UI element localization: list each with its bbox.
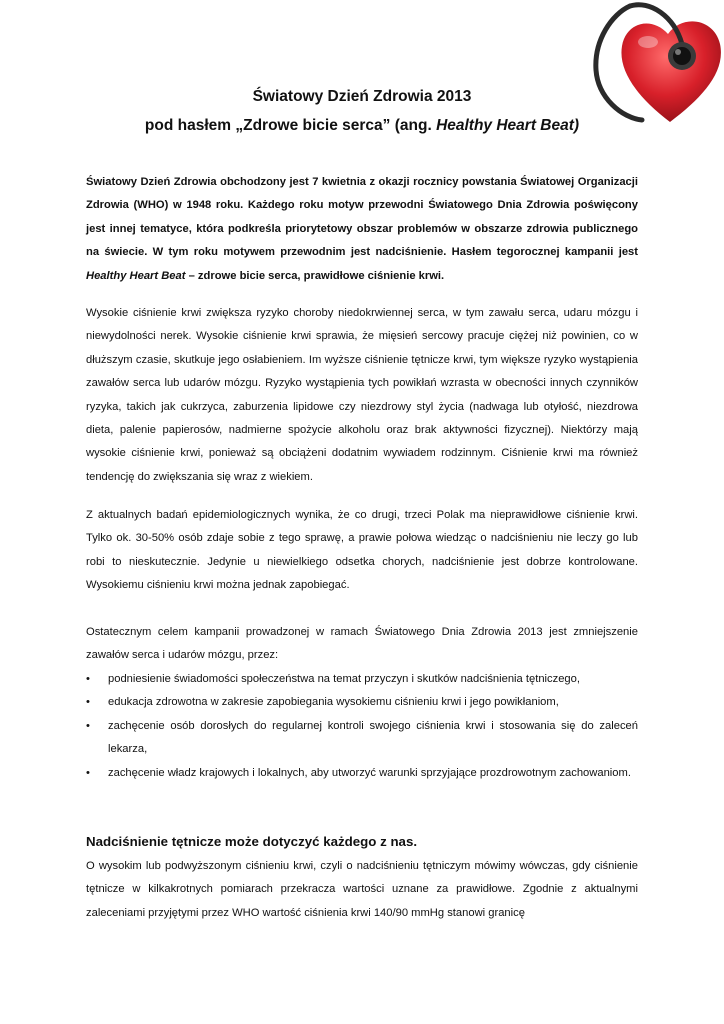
intro-italic: Healthy Heart Beat bbox=[86, 269, 186, 282]
page-subtitle bbox=[86, 115, 638, 137]
bullet-symbol: • bbox=[86, 696, 90, 709]
subtitle-prefix: pod hasłem „Zdrowe bicie serca” (ang. bbox=[144, 117, 437, 134]
list-item: • zachęcenie władz krajowych i lokalnych, aby utworzyć warunki sprzyjające prozdrowotnym zachowaniom. bbox=[86, 762, 638, 785]
paragraph-hypertension-definition: O wysokim lub podwyższonym ciśnieniu krwi, czyli o nadciśnieniu tętniczym mówimy wówczas, gdy ciśnienie tętnicze w kilkakrotnych pomiarach przekracza wartości uznane za prawidłowe. Zgodnie z aktualnymi zaleceniami przyjętymi przez WHO wartość ciśnienia krwi 140/90 mmHg stanowi granicę bbox=[86, 860, 638, 919]
paragraph-campaign-goal: Ostatecznym celem kampanii prowadzonej w ramach Światowego Dnia Zdrowia 2013 jest zmniejszenie zawałów serca i udarów mózgu, przez: bbox=[86, 626, 638, 662]
bullet-symbol: • bbox=[86, 719, 90, 732]
section-heading: Nadciśnienie tętnicze może dotyczyć każdego z nas. bbox=[86, 834, 418, 849]
paragraph-epidemiology: Z aktualnych badań epidemiologicznych wynika, że co drugi, trzeci Polak ma nieprawidłowe ciśnienie krwi. Tylko ok. 30-50% osób zdaje sobie z tego sprawę, a prawie połowa wiedząc o nadciśnieniu nie leczy go lub robi to nieskutecznie. Jedynie u niewielkiego odsetka chorych, nadciśnienie jest dobrze kontrolowane. Wysokiemu ciśnieniu krwi można jednak zapobiegać. bbox=[86, 509, 638, 592]
intro-text: Światowy Dzień Zdrowia obchodzony jest 7 kwietnia z okazji rocznicy powstania Światowej Organizacji Zdrowia (WHO) w 1948 roku. Każdego roku motyw przewodni Światowego Dnia Zdrowia poświęcony jest innej tematyce, która podkreśla priorytetowy obszar problemów w obszarze zdrowia publicznego na świecie. W tym roku motywem przewodnim jest nadciśnienie. Hasłem tegorocznej kampanii jest bbox=[86, 176, 638, 259]
campaign-goals-list bbox=[86, 668, 638, 785]
list-item: • podniesienie świadomości społeczeństwa na temat przyczyn i skutków nadciśnienia tętniczego, bbox=[86, 668, 638, 691]
paragraph-risk: Wysokie ciśnienie krwi zwiększa ryzyko choroby niedokrwiennej serca, w tym zawału serca, udaru mózgu i niewydolności nerek. Wysokie ciśnienie krwi sprawia, że mięsień sercowy pracuje ciężej niż powinien, co w dłuższym czasie, skutkuje jego osłabieniem. Im wyższe ciśnienie tętnicze krwi, tym większe ryzyko wystąpienia zawałów serca lub udarów mózgu. Ryzyko wystąpienia tych powikłań wzrasta w obecności innych czynników ryzyka, takich jak cukrzyca, zaburzenia lipidowe czy niezdrowy styl życia (nadwaga lub otyłość, niezdrowa dieta, palenie papierosów, nadmierne spożycie alkoholu oraz brak aktywności fizycznej). Niektórzy mają wysokie ciśnienie krwi, ponieważ są obciążeni dodatnim wywiadem rodzinnym. Ciśnienie krwi ma również tendencję do zwiększania się wraz z wiekiem. bbox=[86, 307, 638, 483]
title-block bbox=[86, 86, 638, 137]
subtitle-italic: Healthy Heart Beat) bbox=[436, 117, 580, 134]
page-title: Światowy Dzień Zdrowia 2013 bbox=[252, 88, 472, 105]
bullet-symbol: • bbox=[86, 673, 90, 685]
bullet-symbol: • bbox=[86, 766, 90, 779]
list-item: • edukacja zdrowotna w zakresie zapobiegania wysokiemu ciśnieniu krwi i jego powikłaniom, bbox=[86, 691, 638, 714]
intro-suffix: – zdrowe bicie serca, prawidłowe ciśnienie krwi. bbox=[185, 269, 445, 282]
intro-paragraph bbox=[86, 171, 638, 288]
list-item: • zachęcenie osób dorosłych do regularnej kontroli swojego ciśnienia krwi i stosowania się do zaleceń lekarza, bbox=[86, 715, 638, 762]
